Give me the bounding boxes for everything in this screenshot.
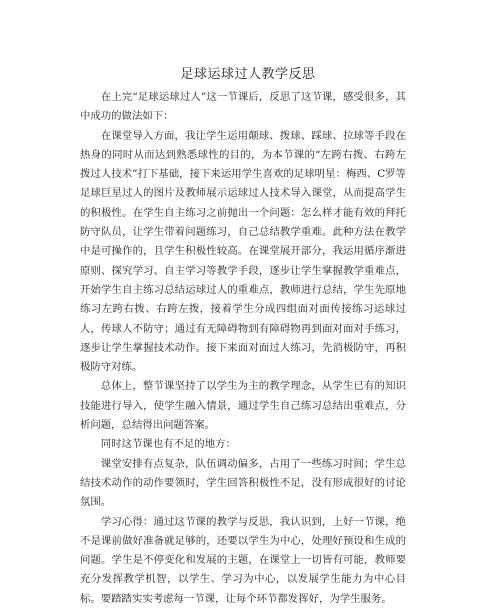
document-title: 足球运球过人教学反思 (180, 67, 316, 82)
paragraph-intro: 在上完“足球运球过人”这一节课后，反思了这节课，感受很多，其中成功的做法如下： (80, 91, 406, 123)
paragraph-shortcomings: 课堂安排有点复杂，队伍调动偏多，占用了一些练习时间；学生总结技术动作的动作要领时，学生回答积极性不足，没有形成很好的讨论氛围。 (80, 457, 406, 509)
paragraph-summary: 总体上，整节课坚持了以学生为主的教学理念，从学生已有的知识技能进行导入，使学生融入情景，通过学生自己练习总结出重难点，分析问题，总结得出问题答案。 (80, 380, 406, 432)
paragraph-classroom-practice: 在课堂导入方面，我让学生运用颠球、拨球、踩球、拉球等手段在热身的同时从而达到熟悉球性的目的，为本节课的“左跨右拨、右跨左拨过人技术”打下基础，接下来运用学生喜欢的足球明星：梅西、C罗等足球巨星过人的图片及教师展示运球过人技术导入课堂，从而提高学生的积极性。在学生自主练习之前抛出一个问题：怎么样才能有效的拜托防守队员，让学生带着问题练习，自己总结教学重难。此种方法在教学中是可操作的，且学生积极性较高。在课堂展开部分，我运用循序渐进原则、探究学习、自主学习等教学手段，逐步让学生掌握教学重难点，开始学生自主练习总结运球过人的重难点，教师进行总结，学生先原地练习左跨右拨、右跨左拨，接着学生分成四组面对面传接练习运球过人，传球人不防守；通过有无障碍物到有障碍物再到面对面对手练习，逐步让学生掌握技术动作。接下来面对面过人练习，先消极防守，再积极防守对练。 (80, 129, 406, 374)
document-body (80, 88, 406, 609)
paragraph-learning-reflection: 学习心得：通过这节课的教学与反思，我认识到，上好一节课，绝不是课前做好准备就足够的，还要以学生为中心，处理好预设和生成的问题。学生是不停变化和发展的主题，在课堂上一切皆有可能，教师要充分发挥教学机智，以学生、学习为中心，以发展学生能力为中心目标。要踏踏实实考虑每一节课，让每个环节都发挥好，为学生服务。 (80, 515, 406, 605)
paragraph-shortcomings-heading: 同时这节课也有不足的地方： (100, 438, 236, 451)
